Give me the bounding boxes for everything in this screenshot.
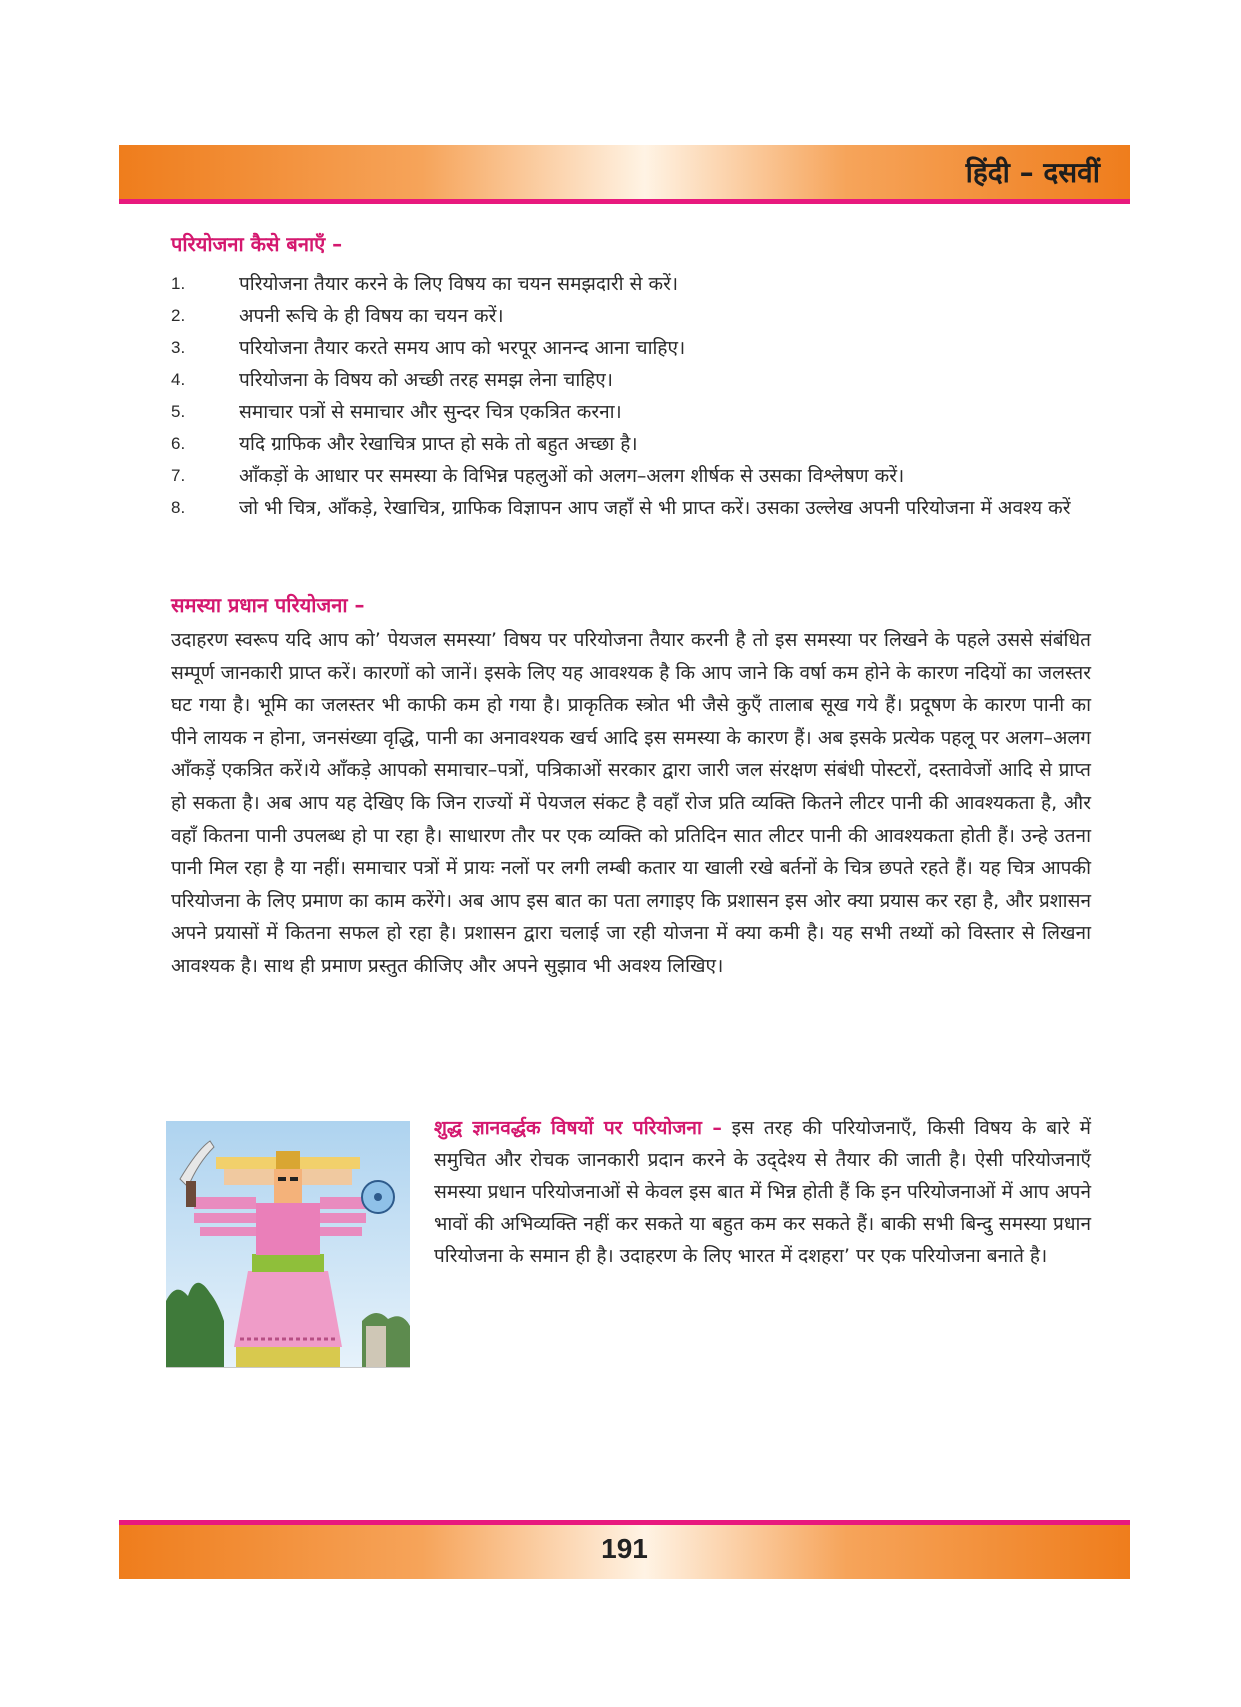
- step-number: 3.: [171, 338, 186, 357]
- knowledge-project-text: इस तरह की परियोजनाएँ, किसी विषय के बारे में समुचित और रोचक जानकारी प्रदान करने के उद्‌देश्य से तैयार की जाती है। ऐसी परियोजनाएँ समस्या प्रधान परियोजनाओं से केवल इस बात में भिन्न होती हैं कि इन परियोजनाओं में आप अपने भावों की अभिव्यक्ति नहीं कर सकते या बहुत कम कर सकते हैं। बाकी सभी बिन्दु समस्या प्रधान परियोजना के समान ही है। उदाहरण के लिए भारत में दशहरा’ पर एक परियोजना बनाते है।: [434, 1117, 1092, 1267]
- footer-band: [119, 1520, 1130, 1579]
- page-number: 191: [601, 1533, 648, 1564]
- step-text: परियोजना के विषय को अच्छी तरह समझ लेना चाहिए।: [239, 369, 613, 391]
- list-item: [171, 300, 1091, 332]
- step-number: 4.: [171, 370, 186, 389]
- step-number: 6.: [171, 434, 186, 453]
- header-title: हिंदी – दसवीं: [965, 156, 1100, 189]
- section-heading-problem-project: समस्या प्रधान परियोजना –: [171, 593, 365, 617]
- list-item: [171, 268, 1091, 300]
- list-item: [171, 364, 1091, 396]
- step-text: जो भी चित्र, आँकड़े, रेखाचित्र, ग्राफिक विज्ञापन आप जहाँ से भी प्राप्त करें। उसका उल्लेख अपनी परियोजना में अवश्य करें: [239, 497, 1071, 519]
- list-item: [171, 332, 1091, 364]
- step-number: 2.: [171, 306, 186, 325]
- section-heading-how-to-make: परियोजना कैसे बनाएँ –: [171, 232, 343, 256]
- list-item: [171, 460, 1091, 492]
- step-text: समाचार पत्रों से समाचार और सुन्दर चित्र एकत्रित करना।: [239, 401, 622, 423]
- step-text: परियोजना तैयार करते समय आप को भरपूर आनन्द आना चाहिए।: [239, 337, 686, 359]
- knowledge-project-heading: शुद्ध ज्ञानवर्द्धक विषयों पर परियोजना –: [434, 1117, 722, 1139]
- header-band: [119, 145, 1130, 204]
- step-number: 7.: [171, 466, 186, 485]
- step-text: यदि ग्राफिक और रेखाचित्र प्राप्त हो सके तो बहुत अच्छा है।: [239, 433, 638, 455]
- list-item: [171, 428, 1091, 460]
- step-text: अपनी रूचि के ही विषय का चयन करें।: [239, 305, 504, 327]
- problem-project-paragraph: उदाहरण स्वरूप यदि आप को’ पेयजल समस्या’ विषय पर परियोजना तैयार करनी है तो इस समस्या पर लिखने के पहले उससे संबंधित सम्पूर्ण जानकारी प्राप्त करें। कारणों को जानें। इसके लिए यह आवश्यक है कि आप जाने कि वर्षा कम होने के कारण नदियों का जलस्तर घट गया है। भूमि का जलस्तर भी काफी कम हो गया है। प्राकृतिक स्त्रोत भी जैसे कुएँ तालाब सूख गये हैं। प्रदूषण के कारण पानी का पीने लायक न होना, जनसंख्या वृद्धि, पानी का अनावश्यक खर्च आदि इस समस्या के कारण हैं। अब इसके प्रत्येक पहलू पर अलग–अलग आँकड़ें एकत्रित करें।ये आँकड़े आपको समाचार–पत्रों, पत्रिकाओं सरकार द्वारा जारी जल संरक्षण संबंधी पोस्टरों, दस्तावेजों आदि से प्राप्त हो सकता है। अब आप यह देखिए कि जिन राज्यों में पेयजल संकट है वहाँ रोज प्रति व्यक्ति कितने लीटर पानी की आवश्यकता है, और वहाँ कितना पानी उपलब्ध हो पा रहा है। साधारण तौर पर एक व्यक्ति को प्रतिदिन सात लीटर पानी की आवश्यकता होती हैं। उन्हे उतना पानी मिल रहा है या नहीं। समाचार पत्रों में प्रायः नलों पर लगी लम्बी कतार या खाली रखे बर्तनों के चित्र छपते रहते हैं। यह चित्र आपकी परियोजना के लिए प्रमाण का काम करेंगे। अब आप इस बात का पता लगाइए कि प्रशासन इस ओर क्या प्रयास कर रहा है, और प्रशासन अपने प्रयासों में कितना सफल हो रहा है। प्रशासन द्वारा चलाई जा रही योजना में क्या कमी है। यह सभी तथ्यों को विस्तार से लिखना आवश्यक है। साथ ही प्रमाण प्रस्तुत कीजिए और अपने सुझाव भी अवश्य लिखिए।: [171, 629, 1091, 977]
- step-text: आँकड़ों के आधार पर समस्या के विभिन्न पहलुओं को अलग–अलग शीर्षक से उसका विश्लेषण करें।: [239, 465, 905, 487]
- step-number: 8.: [171, 498, 186, 517]
- step-number: 1.: [171, 274, 186, 293]
- knowledge-project-paragraph: [434, 1112, 1091, 1272]
- list-item: [171, 396, 1091, 428]
- step-number: 5.: [171, 402, 186, 421]
- steps-list: [171, 268, 1091, 524]
- step-text: परियोजना तैयार करने के लिए विषय का चयन समझदारी से करें।: [239, 273, 679, 295]
- list-item: [171, 492, 1091, 524]
- ravana-effigy-image: [166, 1121, 410, 1368]
